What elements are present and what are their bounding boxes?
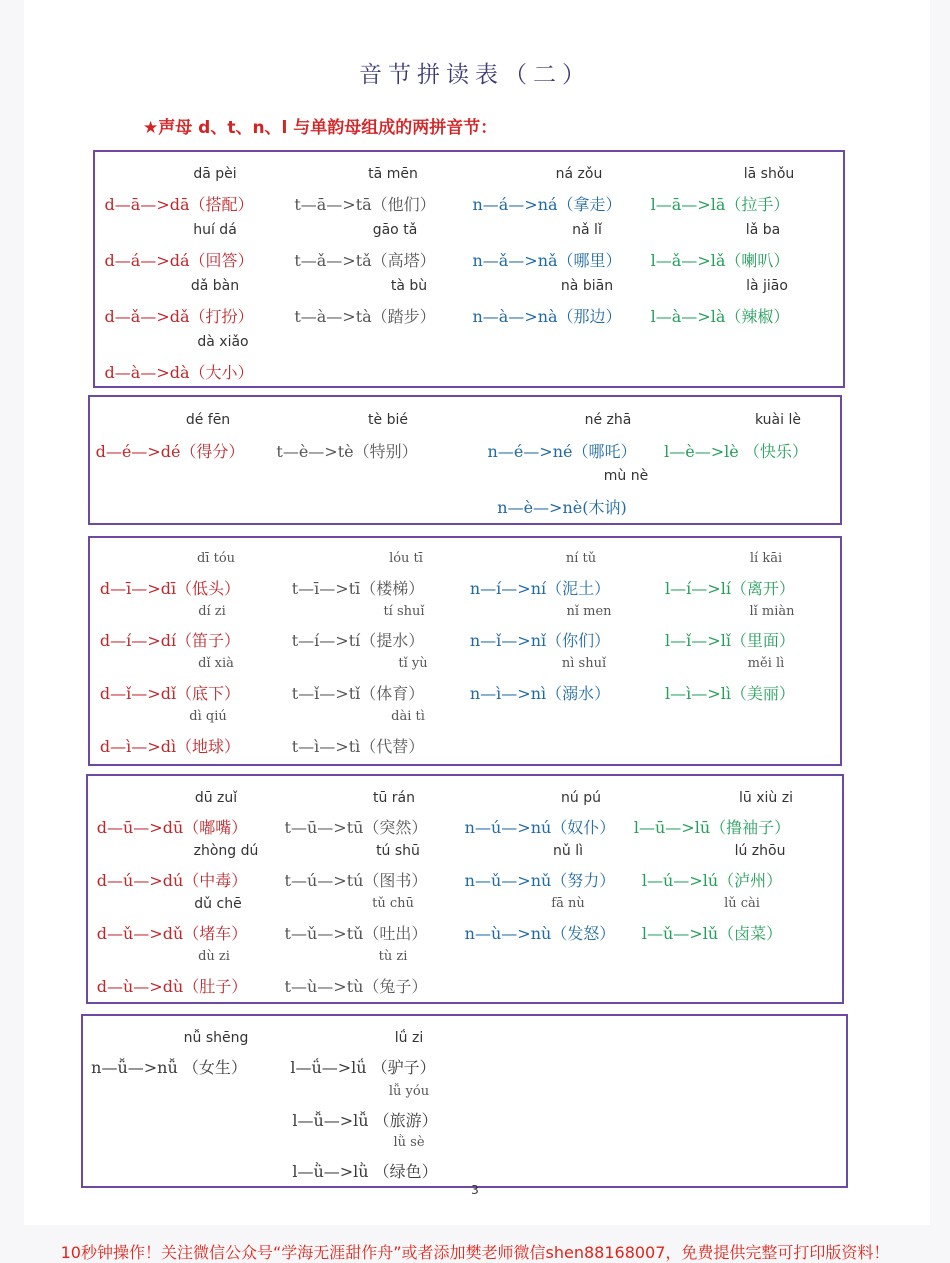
- spelling-item: l—ǐ—>lǐ（里面）: [665, 631, 795, 650]
- pinyin-label: dǔ chē: [194, 896, 242, 912]
- pinyin-label: nì shuǐ: [561, 656, 607, 671]
- spelling-item: n—ǐ—>nǐ（你们）: [469, 631, 611, 650]
- pinyin-label: dí zi: [198, 604, 226, 619]
- spelling-item: l—ū—>lū（撸袖子）: [633, 818, 791, 837]
- spelling-item: d—ā—>dā（搭配）: [104, 195, 254, 214]
- pinyin-label: zhòng dú: [193, 843, 259, 859]
- spelling-item: t—à—>tà（踏步）: [294, 307, 436, 326]
- spelling-item: l—ǔ—>lǔ（卤菜）: [641, 924, 783, 943]
- pinyin-label: mù nè: [603, 468, 649, 484]
- pinyin-label: lǐ miàn: [749, 604, 795, 619]
- pinyin-label: lǔ cài: [724, 896, 760, 911]
- pinyin-label: tà bù: [390, 278, 428, 294]
- spelling-item: l—ā—>lā（拉手）: [650, 195, 790, 214]
- pinyin-label: nǎ lǐ: [572, 222, 602, 238]
- spelling-item: t—ì—>tì（代替）: [291, 737, 425, 756]
- spelling-item: t—ǎ—>tǎ（高塔）: [294, 251, 436, 270]
- pinyin-label: dé fēn: [185, 412, 231, 428]
- spelling-item: d—ī—>dī（低头）: [99, 579, 241, 598]
- pinyin-label: nú pú: [561, 790, 601, 806]
- pinyin-label: né zhā: [584, 412, 632, 428]
- pinyin-label: tí shuǐ: [383, 604, 425, 619]
- pinyin-label: tù zi: [378, 949, 408, 964]
- pinyin-label: dā pèi: [193, 166, 237, 182]
- pinyin-label: dài tì: [391, 709, 425, 724]
- section-i-box: [88, 536, 842, 766]
- pinyin-label: ná zǒu: [555, 166, 603, 182]
- pinyin-label: lóu tī: [389, 551, 423, 566]
- spelling-item: n—ú—>nú（奴仆）: [464, 818, 616, 837]
- pinyin-label: dī tóu: [196, 551, 236, 566]
- pinyin-label: tǔ chū: [372, 896, 414, 911]
- spelling-item: n—á—>ná（拿走）: [472, 195, 622, 214]
- spelling-item: t—ú—>tú（图书）: [284, 871, 428, 890]
- pinyin-label: lū xiù zi: [739, 790, 793, 806]
- spelling-item: l—è—>lè （快乐）: [664, 442, 808, 461]
- spelling-item: d—é—>dé（得分）: [95, 442, 245, 461]
- spelling-item: t—ū—>tū（突然）: [284, 818, 428, 837]
- section-a-box: [93, 150, 845, 388]
- spelling-item: t—ù—>tù（兔子）: [284, 977, 428, 996]
- spelling-item: t—ǐ—>tǐ（体育）: [291, 684, 425, 703]
- pinyin-label: fā nù: [551, 896, 585, 911]
- spelling-item: l—ǜ—>lǜ （绿色）: [292, 1162, 438, 1181]
- section-u-box: [86, 774, 844, 1004]
- spelling-item: n—ù—>nù（发怒）: [464, 924, 616, 943]
- spelling-item: d—ǎ—>dǎ（打扮）: [104, 307, 254, 326]
- spelling-item: n—ì—>nì（溺水）: [469, 684, 611, 703]
- pinyin-label: là jiāo: [746, 278, 788, 294]
- pinyin-label: nǐ men: [566, 604, 612, 619]
- spelling-item: l—ǚ—>lǚ （旅游）: [292, 1111, 438, 1130]
- spelling-item: t—ǔ—>tǔ（吐出）: [284, 924, 428, 943]
- spelling-item: l—ǎ—>lǎ（喇叭）: [650, 251, 790, 270]
- pinyin-label: nǚ shēng: [183, 1030, 249, 1046]
- pinyin-label: tū rán: [372, 790, 416, 806]
- pinyin-label: dū zuǐ: [194, 790, 238, 806]
- spelling-item: d—ú—>dú（中毒）: [96, 871, 248, 890]
- footer-notice: 10秒钟操作！关注微信公众号“学海无涯甜作舟”或者添加樊老师微信shen88168007，免费提供完整可打印版资料！: [60, 1243, 890, 1262]
- pinyin-label: gāo tǎ: [372, 222, 418, 238]
- pinyin-label: dà xiǎo: [197, 334, 249, 350]
- spelling-item: n—ǚ—>nǚ （女生）: [91, 1058, 247, 1077]
- page-title: 音节拼读表（二）: [359, 62, 591, 88]
- pinyin-label: lí kāi: [749, 551, 783, 566]
- spelling-item: d—ū—>dū（嘟嘴）: [96, 818, 248, 837]
- pinyin-label: lǘ zi: [394, 1030, 424, 1046]
- spelling-item: n—é—>né（哪吒）: [487, 442, 637, 461]
- spelling-item: l—í—>lí（离开）: [665, 579, 795, 598]
- pinyin-label: tè bié: [368, 412, 408, 428]
- pinyin-label: dì qiú: [189, 709, 227, 724]
- spelling-item: t—è—>tè（特别）: [276, 442, 418, 461]
- section-v-box: [81, 1014, 848, 1188]
- spelling-item: n—ǔ—>nǔ（努力）: [464, 871, 616, 890]
- spelling-item: t—ī—>tī（楼梯）: [291, 579, 425, 598]
- spelling-item: l—ú—>lú（泸州）: [641, 871, 783, 890]
- pinyin-label: dǐ xià: [198, 656, 234, 671]
- pinyin-label: tā mēn: [368, 166, 418, 182]
- spelling-item: n—í—>ní（泥土）: [469, 579, 611, 598]
- pinyin-label: nà biān: [560, 278, 614, 294]
- spelling-item: n—ǎ—>nǎ（哪里）: [472, 251, 622, 270]
- spelling-item: n—è—>nè(木讷): [497, 498, 627, 517]
- pinyin-label: dù zi: [198, 949, 230, 964]
- pinyin-label: tǐ yù: [398, 656, 428, 671]
- pinyin-label: lǜ sè: [393, 1135, 425, 1150]
- section-subtitle: ★声母 d、t、n、l 与单韵母组成的两拼音节：: [143, 118, 498, 138]
- pinyin-label: tú shū: [376, 843, 420, 859]
- spelling-item: d—á—>dá（回答）: [104, 251, 254, 270]
- spelling-item: l—ǘ—>lǘ （驴子）: [290, 1058, 436, 1077]
- section-e-box: [88, 395, 842, 525]
- pinyin-label: lǎ ba: [745, 222, 781, 238]
- pinyin-label: nǔ lì: [553, 843, 583, 859]
- spelling-item: d—ǔ—>dǔ（堵车）: [96, 924, 248, 943]
- spelling-item: d—à—>dà（大小）: [104, 363, 254, 382]
- pinyin-label: huí dá: [193, 222, 237, 238]
- pinyin-label: dǎ bàn: [190, 278, 240, 294]
- pinyin-label: lā shǒu: [743, 166, 795, 182]
- spelling-item: t—ā—>tā（他们）: [294, 195, 436, 214]
- pinyin-label: ní tǔ: [565, 551, 597, 566]
- page-number: 3: [471, 1183, 479, 1197]
- spelling-item: l—ì—>lì（美丽）: [665, 684, 795, 703]
- spelling-item: n—à—>nà（那边）: [472, 307, 622, 326]
- pinyin-label: měi lì: [747, 656, 785, 671]
- spelling-item: d—ì—>dì（地球）: [99, 737, 241, 756]
- spelling-item: t—í—>tí（提水）: [291, 631, 425, 650]
- pinyin-label: kuài lè: [755, 412, 801, 428]
- spelling-item: l—à—>là（辣椒）: [650, 307, 790, 326]
- spelling-item: d—ù—>dù（肚子）: [96, 977, 248, 996]
- pinyin-label: lú zhōu: [734, 843, 786, 859]
- pinyin-label: lǚ yóu: [388, 1084, 430, 1099]
- spelling-item: d—í—>dí（笛子）: [99, 631, 241, 650]
- spelling-item: d—ǐ—>dǐ（底下）: [99, 684, 241, 703]
